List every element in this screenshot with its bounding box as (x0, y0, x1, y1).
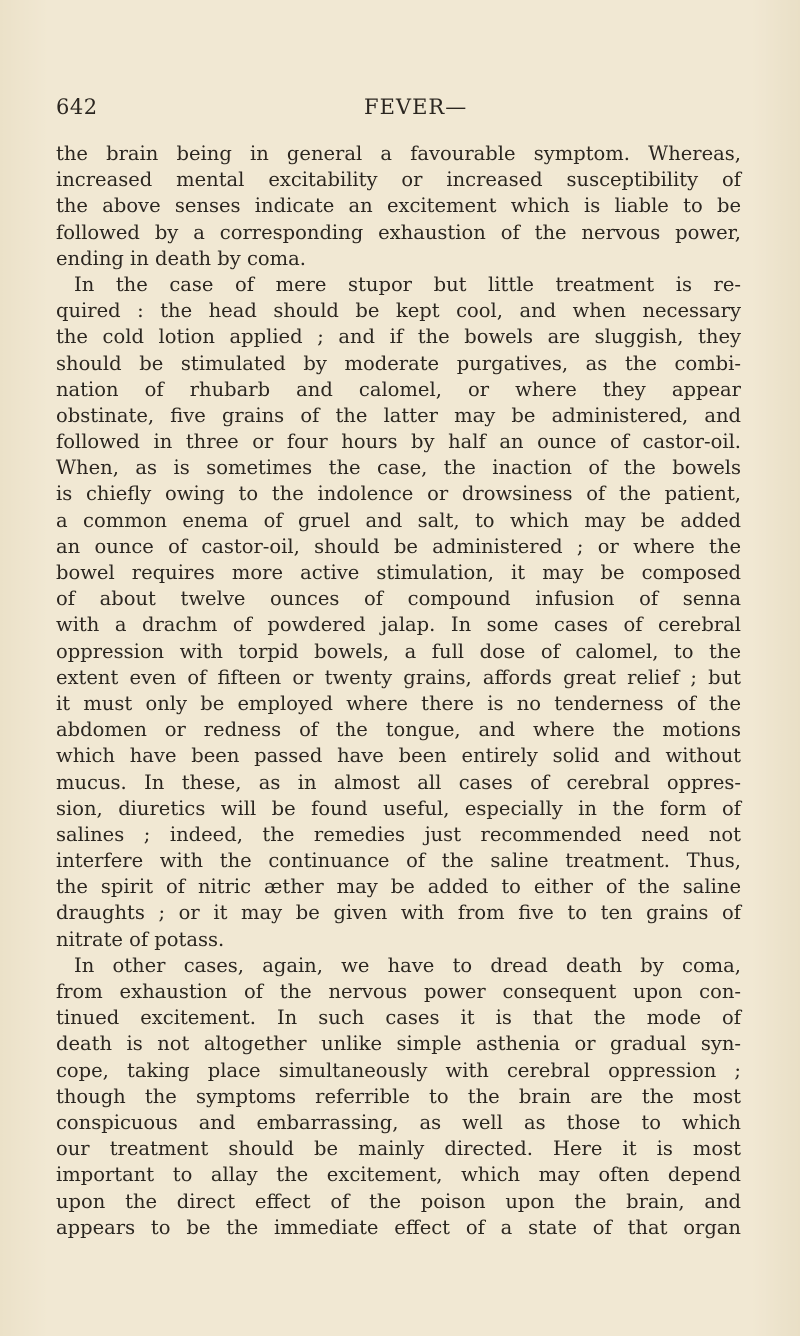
text-line: though the symptoms referrible to the brain are the most (56, 1084, 741, 1108)
body-text (56, 141, 741, 1241)
text-line: obstinate, five grains of the latter may be administered, and (56, 403, 741, 427)
text-line: sion, diuretics will be found useful, especially in the form of (56, 796, 741, 820)
text-line: nation of rhubarb and calomel, or where they appear (56, 377, 741, 401)
text-line: draughts ; or it may be given with from five to ten grains of (56, 901, 741, 925)
text-line: from exhaustion of the nervous power consequent upon con- (56, 980, 741, 1003)
text-line: When, as is sometimes the case, the inaction of the bowels (56, 456, 741, 480)
text-line: ending in death by coma. (56, 246, 306, 270)
running-head: FEVER— (364, 95, 468, 119)
text-line: In the case of mere stupor but little treatment is re- (74, 272, 741, 296)
text-line: an ounce of castor-oil, should be administered ; or where the (56, 534, 741, 558)
text-line: conspicuous and embarrassing, as well as those to which (56, 1110, 741, 1134)
text-line: a common enema of gruel and salt, to which may be added (56, 508, 741, 532)
text-line: upon the direct effect of the poison upon the brain, and (56, 1189, 741, 1213)
text-line: should be stimulated by moderate purgatives, as the combi- (56, 351, 741, 375)
text-line: with a drachm of powdered jalap. In some cases of cerebral (56, 613, 741, 637)
text-line: increased mental excitability or increased susceptibility of (56, 168, 741, 192)
text-line: which have been passed have been entirely solid and without (56, 744, 741, 768)
page-header (56, 95, 736, 125)
text-line: In other cases, again, we have to dread death by coma, (74, 953, 741, 977)
text-line: tinued excitement. In such cases it is that the mode of (56, 1006, 741, 1030)
text-line: quired : the head should be kept cool, and when necessary (56, 299, 741, 323)
text-line: followed by a corresponding exhaustion of the nervous power, (56, 220, 741, 244)
text-line: important to allay the excitement, which may often depend (56, 1163, 741, 1187)
text-line: salines ; indeed, the remedies just recommended need not (56, 822, 741, 846)
text-line: extent even of fifteen or twenty grains, affords great relief ; but (56, 665, 741, 689)
text-line: the above senses indicate an excitement which is liable to be (56, 194, 741, 218)
text-line: bowel requires more active stimulation, it may be composed (56, 561, 741, 584)
text-line: the cold lotion applied ; and if the bowels are sluggish, they (56, 325, 741, 349)
text-line: interfere with the continuance of the saline treatment. Thus, (56, 849, 741, 873)
text-line: it must only be employed where there is no tenderness of the (56, 691, 741, 715)
text-line: is chiefly owing to the indolence or drowsiness of the patient, (56, 482, 741, 506)
text-line: the spirit of nitric æther may be added to either of the saline (56, 875, 741, 899)
text-line: death is not altogether unlike simple asthenia or gradual syn- (56, 1032, 741, 1056)
text-line: cope, taking place simultaneously with cerebral oppression ; (56, 1058, 741, 1082)
text-line: nitrate of potass. (56, 927, 225, 951)
text-line: of about twelve ounces of compound infusion of senna (56, 587, 741, 611)
text-line: abdomen or redness of the tongue, and where the motions (56, 718, 741, 742)
text-line: oppression with torpid bowels, a full dose of calomel, to the (56, 639, 741, 663)
page-number: 642 (56, 95, 98, 119)
text-line: mucus. In these, as in almost all cases of cerebral oppres- (56, 770, 741, 794)
text-line: the brain being in general a favourable symptom. Whereas, (56, 142, 741, 165)
text-line: followed in three or four hours by half an ounce of castor-oil. (56, 430, 741, 454)
text-line: our treatment should be mainly directed. Here it is most (56, 1137, 741, 1161)
text-line: appears to be the immediate effect of a state of that organ (56, 1215, 741, 1239)
